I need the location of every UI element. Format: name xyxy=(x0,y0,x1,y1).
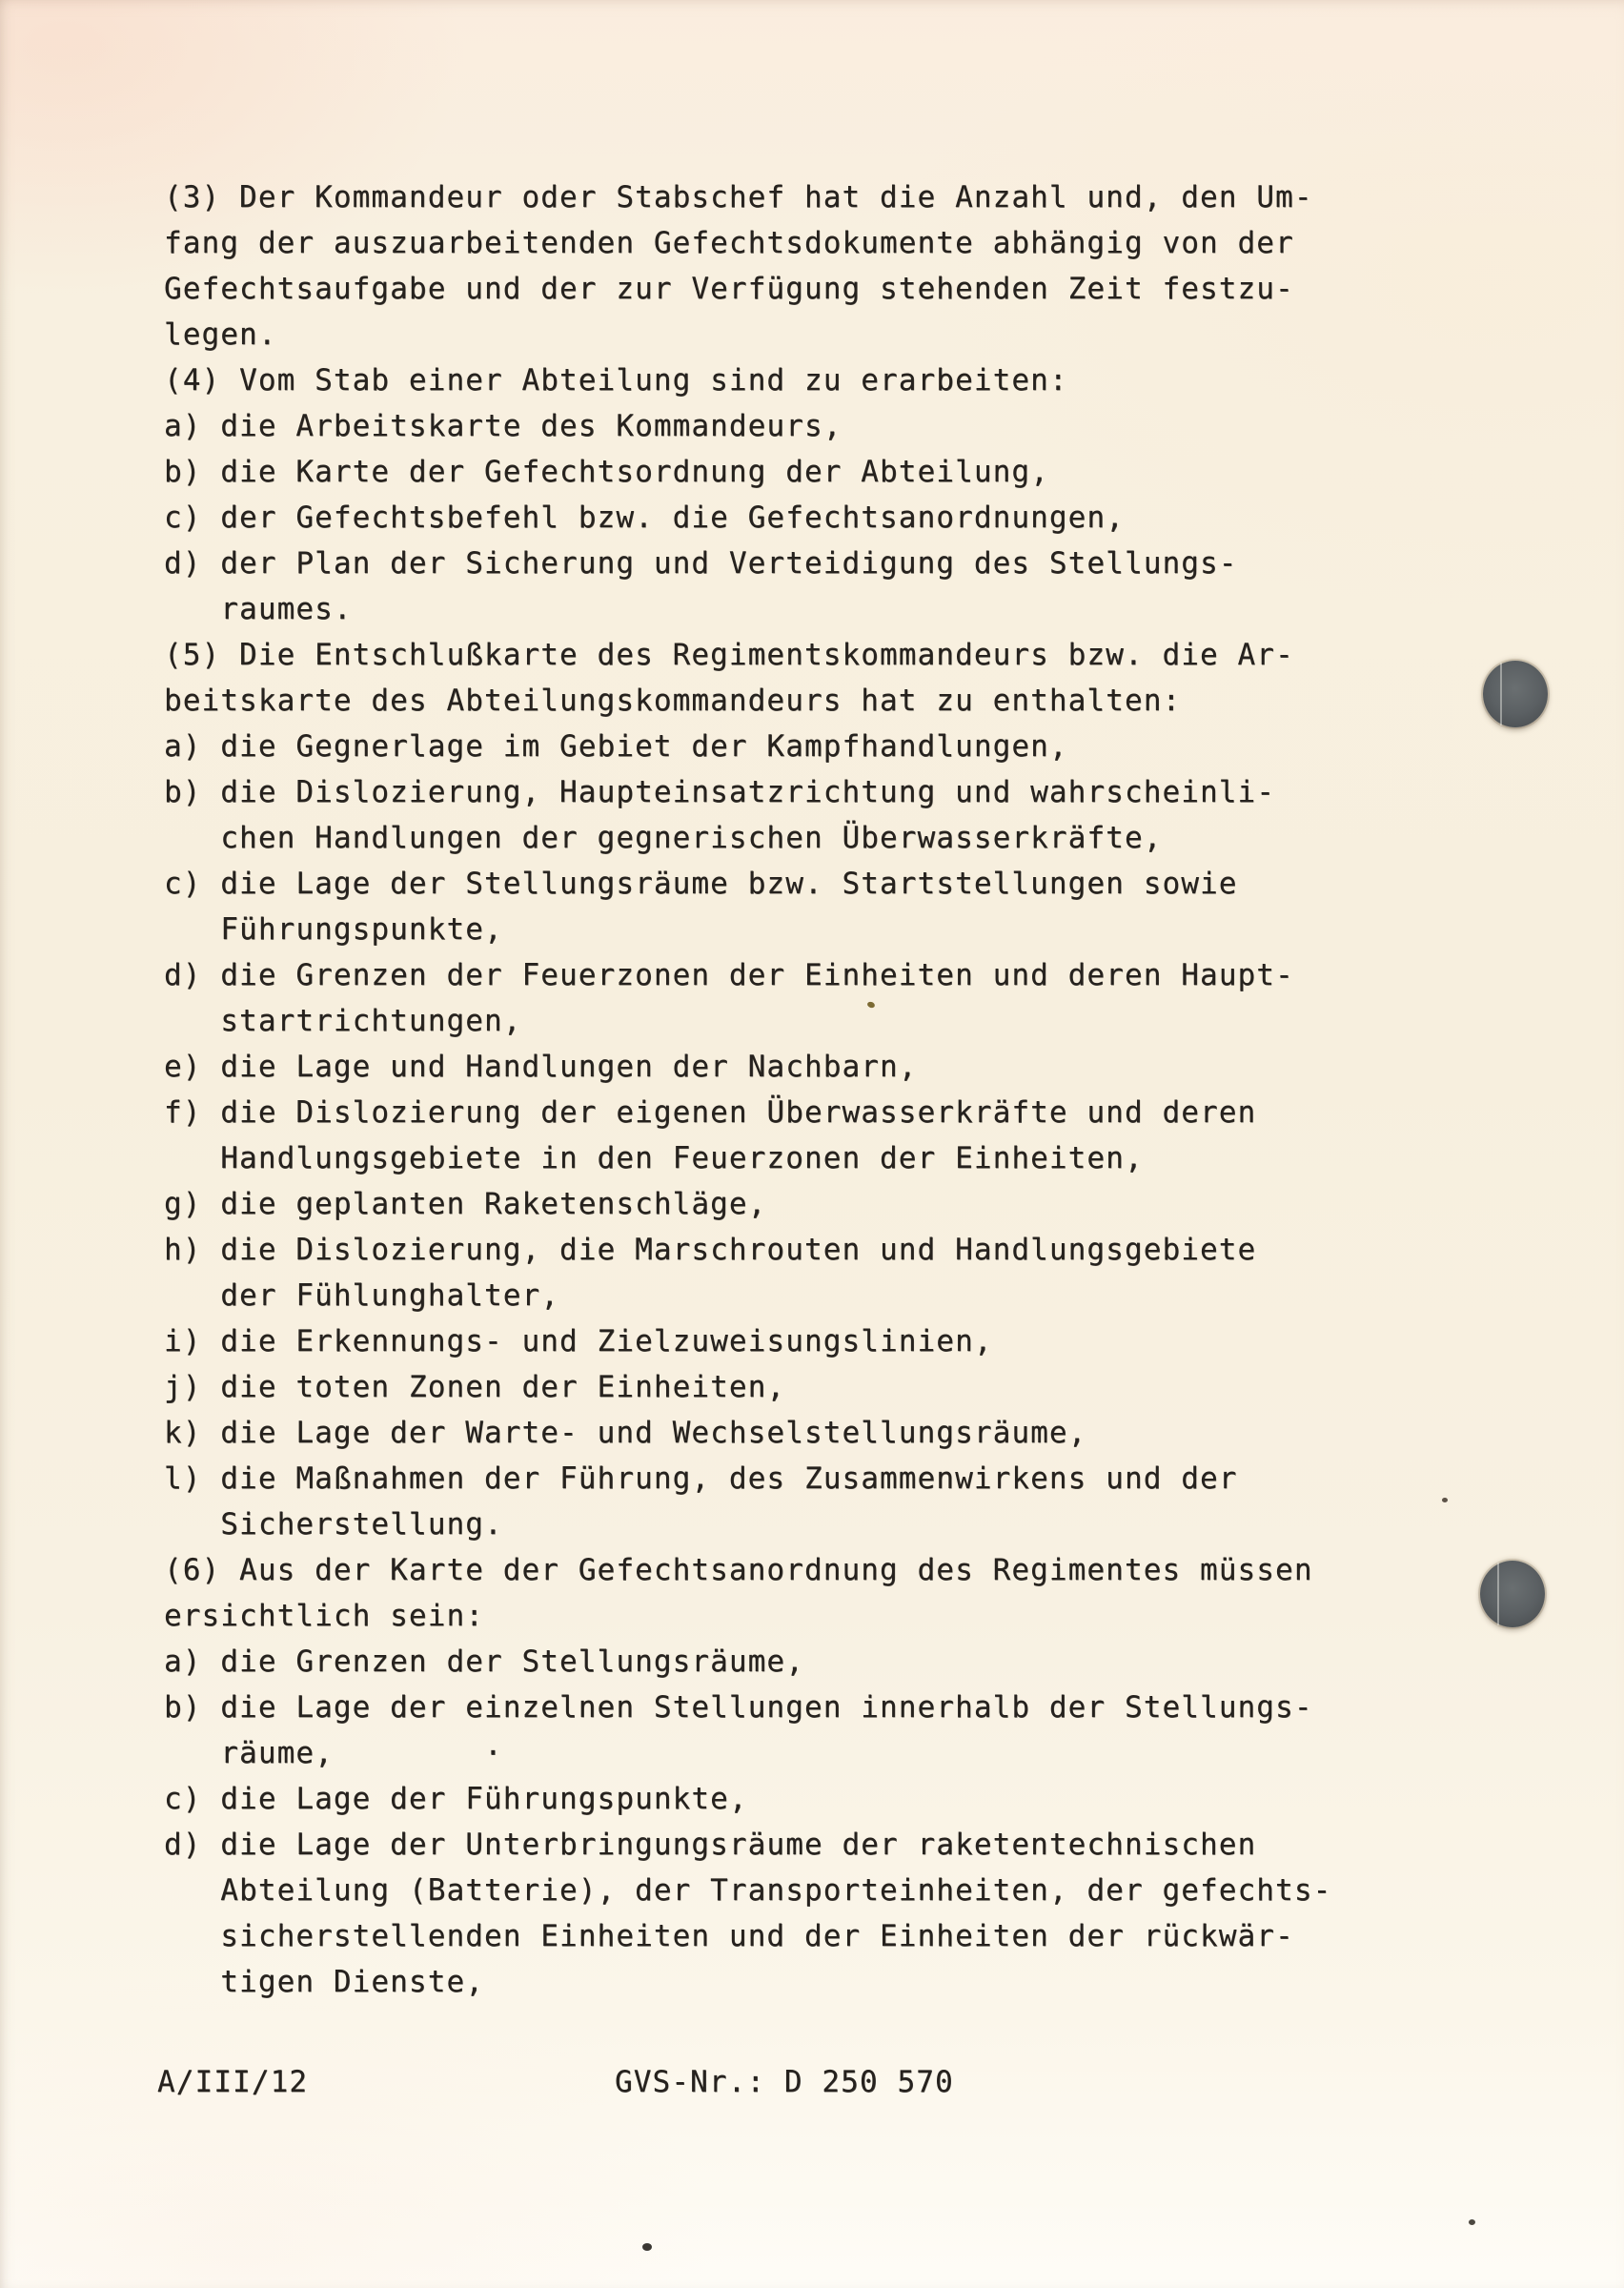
text-line: c) die Lage der Stellungsräume bzw. Startstellungen sowie xyxy=(164,867,1238,901)
text-line: Handlungsgebiete in den Feuerzonen der Einheiten, xyxy=(164,1141,1144,1175)
text-line: j) die toten Zonen der Einheiten, xyxy=(164,1370,786,1404)
text-line: (4) Vom Stab einer Abteilung sind zu erarbeiten: xyxy=(164,363,1068,398)
punch-hole-bottom xyxy=(1480,1561,1545,1627)
paper-speck xyxy=(642,2243,652,2251)
text-line: i) die Erkennungs- und Zielzuweisungslinien, xyxy=(164,1324,993,1358)
text-line: startrichtungen, xyxy=(164,1004,522,1038)
text-line: räume, · xyxy=(164,1736,503,1770)
text-line: der Fühlunghalter, xyxy=(164,1278,560,1313)
text-line: e) die Lage und Handlungen der Nachbarn, xyxy=(164,1050,918,1084)
text-line: legen. xyxy=(164,317,277,352)
document-body xyxy=(164,174,1331,2005)
text-line: b) die Lage der einzelnen Stellungen innerhalb der Stellungs- xyxy=(164,1690,1313,1725)
text-line: a) die Arbeitskarte des Kommandeurs, xyxy=(164,409,842,443)
footer-gvs-number: GVS-Nr.: D 250 570 xyxy=(615,2065,954,2099)
text-line: sicherstellenden Einheiten und der Einheiten der rückwär- xyxy=(164,1919,1294,1953)
text-line: (5) Die Entschlußkarte des Regimentskommandeurs bzw. die Ar- xyxy=(164,638,1294,672)
paper-speck xyxy=(1469,2219,1475,2225)
text-line: k) die Lage der Warte- und Wechselstellungsräume, xyxy=(164,1416,1087,1450)
scan-line-artifact xyxy=(1500,663,1502,725)
text-line: fang der auszuarbeitenden Gefechtsdokumente abhängig von der xyxy=(164,226,1294,260)
text-line: (6) Aus der Karte der Gefechtsanordnung des Regimentes müssen xyxy=(164,1553,1313,1587)
text-line: b) die Dislozierung, Haupteinsatzrichtung und wahrscheinli- xyxy=(164,775,1276,809)
scan-line-artifact xyxy=(1497,1563,1499,1625)
text-line: ersichtlich sein: xyxy=(164,1599,484,1633)
text-line: a) die Grenzen der Stellungsräume, xyxy=(164,1644,804,1679)
text-line: Führungspunkte, xyxy=(164,912,503,947)
text-line: l) die Maßnahmen der Führung, des Zusammenwirkens und der xyxy=(164,1461,1238,1496)
punch-hole-top xyxy=(1483,661,1548,727)
text-line: tigen Dienste, xyxy=(164,1965,484,1999)
text-line: chen Handlungen der gegnerischen Überwasserkräfte, xyxy=(164,821,1163,855)
text-line: b) die Karte der Gefechtsordnung der Abteilung, xyxy=(164,455,1049,489)
text-line: raumes. xyxy=(164,592,353,626)
footer-section-reference: A/III/12 xyxy=(157,2065,309,2099)
text-line: a) die Gegnerlage im Gebiet der Kampfhandlungen, xyxy=(164,729,1068,764)
text-line: (3) Der Kommandeur oder Stabschef hat die Anzahl und, den Um- xyxy=(164,180,1313,214)
text-line: d) die Lage der Unterbringungsräume der raketentechnischen xyxy=(164,1828,1257,1862)
paper-speck xyxy=(1442,1498,1448,1502)
text-line: beitskarte des Abteilungskommandeurs hat zu enthalten: xyxy=(164,684,1182,718)
text-line: Abteilung (Batterie), der Transporteinheiten, der gefechts- xyxy=(164,1873,1332,1908)
text-line: g) die geplanten Raketenschläge, xyxy=(164,1187,767,1221)
text-line: Gefechtsaufgabe und der zur Verfügung stehenden Zeit festzu- xyxy=(164,272,1294,306)
text-line: c) die Lage der Führungspunkte, xyxy=(164,1782,748,1816)
text-line: f) die Dislozierung der eigenen Überwasserkräfte und deren xyxy=(164,1095,1257,1130)
text-line: c) der Gefechtsbefehl bzw. die Gefechtsanordnungen, xyxy=(164,500,1125,535)
text-line: Sicherstellung. xyxy=(164,1507,503,1542)
text-line: h) die Dislozierung, die Marschrouten und Handlungsgebiete xyxy=(164,1233,1257,1267)
text-line: d) die Grenzen der Feuerzonen der Einheiten und deren Haupt- xyxy=(164,958,1294,992)
text-line: d) der Plan der Sicherung und Verteidigung des Stellungs- xyxy=(164,546,1238,581)
